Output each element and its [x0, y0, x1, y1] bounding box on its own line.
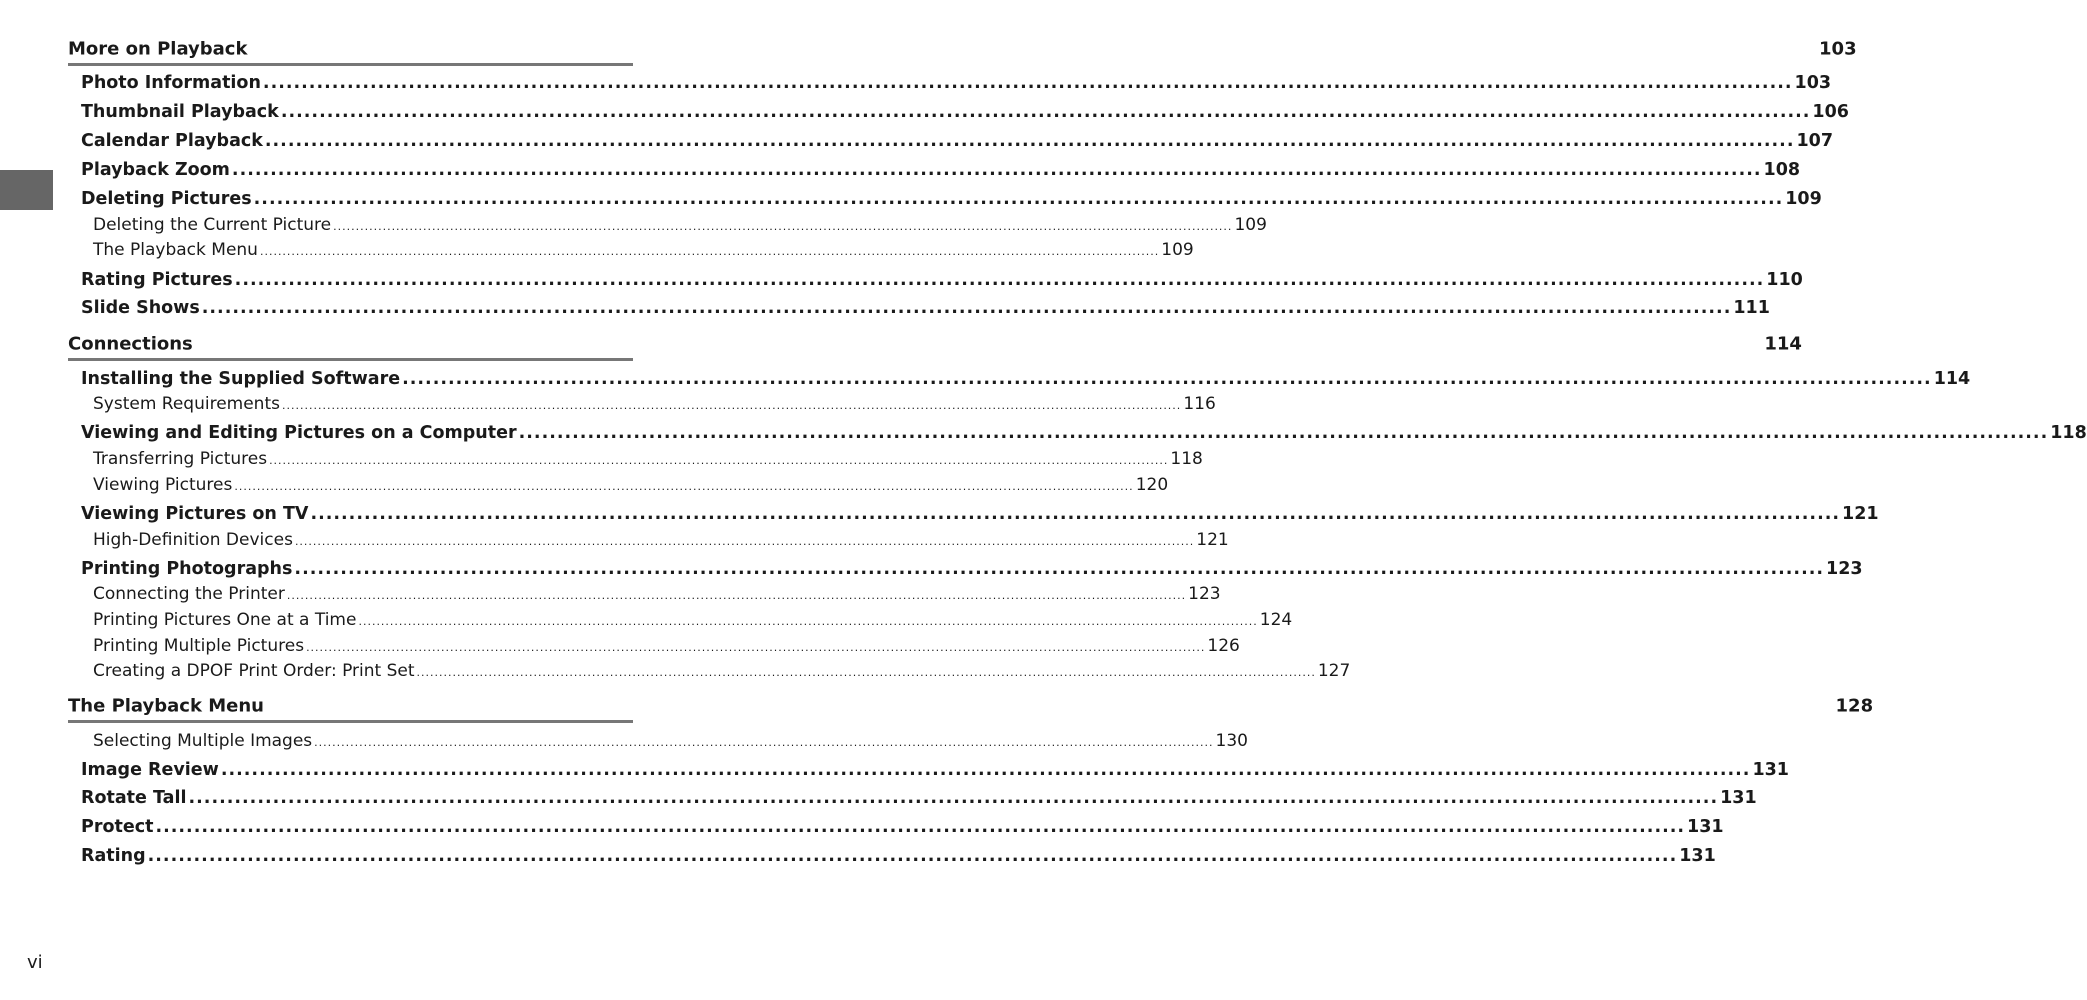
- entry-title: System Requirements: [93, 394, 280, 414]
- toc-entry[interactable]: [81, 559, 1863, 579]
- entry-title: Rating Pictures: [81, 270, 233, 290]
- dot-leader: ........................................................................................................................................................................................................: [262, 73, 1793, 93]
- entry-title: Creating a DPOF Print Order: Print Set: [93, 661, 415, 681]
- entry-title: Image Review: [81, 760, 219, 780]
- entry-title: Printing Photographs: [81, 559, 293, 579]
- entry-page: 123: [1188, 584, 1221, 604]
- section-rule: [68, 63, 633, 66]
- entry-title: Playback Zoom: [81, 160, 230, 180]
- toc-entry[interactable]: [81, 369, 1971, 389]
- toc-subentry[interactable]: [93, 584, 1221, 604]
- toc-subentry[interactable]: [93, 240, 1194, 260]
- toc-entry[interactable]: [81, 73, 1832, 93]
- toc-entry[interactable]: [81, 846, 1716, 866]
- dot-leader: ........................................................................................................................................................................................................: [231, 160, 1762, 180]
- dot-leader: ........................................................................................................................................................................................................: [155, 817, 1686, 837]
- entry-page: 116: [1183, 394, 1216, 414]
- entry-page: 103: [1819, 38, 1857, 60]
- toc-subentry[interactable]: [93, 731, 1248, 751]
- chapter-tab-marker: [0, 170, 53, 210]
- entry-page: 103: [1794, 73, 1832, 93]
- dot-leader: ........................................................................................................................................................................................................: [306, 641, 1206, 654]
- toc-subentry[interactable]: [93, 449, 1203, 469]
- dot-leader: ........................................................................................................................................................................................................: [147, 846, 1678, 866]
- entry-title: Printing Pictures One at a Time: [93, 610, 357, 630]
- dot-leader: ........................................................................................................................................................................................................: [281, 399, 1182, 412]
- entry-page: 114: [1933, 369, 1971, 389]
- entry-title: Connecting the Printer: [93, 584, 285, 604]
- entry-page: 114: [1764, 333, 1802, 355]
- toc-subentry[interactable]: [93, 394, 1216, 414]
- section-rule: [68, 720, 633, 723]
- entry-title: Viewing Pictures: [93, 475, 233, 495]
- toc-subentry[interactable]: [93, 636, 1240, 656]
- entry-page: 109: [1161, 240, 1194, 260]
- section-heading[interactable]: [68, 333, 1802, 355]
- page-number: vi: [27, 952, 43, 973]
- entry-page: 120: [1135, 475, 1169, 495]
- dot-leader: ........................................................................................................................................................................................................: [402, 369, 1932, 389]
- toc-subentry[interactable]: [93, 215, 1267, 235]
- dot-leader: ........................................................................................................................................................................................................: [234, 270, 1765, 290]
- entry-page: 108: [1763, 160, 1801, 180]
- dot-leader: ........................................................................................................................................................................................................: [518, 423, 2049, 443]
- entry-title: Rotate Tall: [81, 788, 187, 808]
- entry-page: 109: [1234, 215, 1267, 235]
- entry-page: 124: [1259, 610, 1293, 630]
- toc-subentry[interactable]: [93, 530, 1229, 550]
- section-rule: [68, 358, 633, 361]
- toc-entry[interactable]: [81, 817, 1724, 837]
- dot-leader: ........................................................................................................................................................................................................: [220, 760, 1751, 780]
- entry-title: Protect: [81, 817, 154, 837]
- dot-leader: ........................................................................................................................................................................................................: [259, 245, 1160, 258]
- toc-subentry[interactable]: [93, 661, 1351, 681]
- dot-leader: ........................................................................................................................................................................................................: [310, 504, 1841, 524]
- entry-page: 127: [1317, 661, 1351, 681]
- entry-title: Viewing Pictures on TV: [81, 504, 309, 524]
- dot-leader: ........................................................................................................................................................................................................: [264, 131, 1795, 151]
- entry-page: 123: [1826, 559, 1863, 579]
- toc-entry[interactable]: [81, 131, 1834, 151]
- entry-title: Rating: [81, 846, 146, 866]
- entry-page: 121: [1842, 504, 1879, 524]
- dot-leader: ........................................................................................................................................................................................................: [280, 102, 1811, 122]
- entry-title: Deleting Pictures: [81, 189, 252, 209]
- entry-page: 126: [1207, 636, 1240, 656]
- entry-page: 121: [1196, 530, 1229, 550]
- toc-entry[interactable]: [81, 298, 1770, 318]
- entry-page: 111: [1733, 298, 1770, 318]
- entry-page: 118: [1170, 449, 1203, 469]
- entry-page: 131: [1752, 760, 1789, 780]
- entry-title: The Playback Menu: [93, 240, 258, 260]
- entry-page: 110: [1766, 270, 1803, 290]
- entry-title: Selecting Multiple Images: [93, 731, 313, 751]
- entry-page: 130: [1215, 731, 1248, 751]
- toc-entry[interactable]: [81, 788, 1757, 808]
- dot-leader: ........................................................................................................................................................................................................: [201, 298, 1732, 318]
- toc-entry[interactable]: [81, 760, 1789, 780]
- dot-leader: ........................................................................................................................................................................................................: [314, 736, 1214, 749]
- entry-page: 109: [1785, 189, 1822, 209]
- entry-title: The Playback Menu: [68, 695, 264, 717]
- dot-leader: ........................................................................................................................................................................................................: [358, 615, 1258, 628]
- dot-leader: ........................................................................................................................................................................................................: [294, 559, 1825, 579]
- dot-leader: ........................................................................................................................................................................................................: [253, 189, 1784, 209]
- dot-leader: ........................................................................................................................................................................................................: [269, 454, 1169, 467]
- toc-entry[interactable]: [81, 189, 1822, 209]
- toc-entry[interactable]: [81, 160, 1801, 180]
- entry-title: High-Definition Devices: [93, 530, 293, 550]
- toc-subentry[interactable]: [93, 475, 1169, 495]
- dot-leader: ........................................................................................................................................................................................................: [294, 535, 1195, 548]
- toc-entry[interactable]: [81, 423, 2087, 443]
- toc-entry[interactable]: [81, 270, 1803, 290]
- dot-leader: ........................................................................................................................................................................................................: [188, 788, 1719, 808]
- toc-subentry[interactable]: [93, 610, 1293, 630]
- entry-page: 107: [1796, 131, 1834, 151]
- toc-entry[interactable]: [81, 504, 1879, 524]
- entry-title: Printing Multiple Pictures: [93, 636, 305, 656]
- entry-title: Photo Information: [81, 73, 261, 93]
- section-heading[interactable]: [68, 38, 1857, 60]
- dot-leader: ........................................................................................................................................................................................................: [416, 666, 1316, 679]
- entry-page: 128: [1835, 695, 1874, 717]
- dot-leader: ........................................................................................................................................................................................................: [333, 220, 1233, 233]
- entry-title: Calendar Playback: [81, 131, 263, 151]
- entry-title: Slide Shows: [81, 298, 200, 318]
- entry-page: 106: [1812, 102, 1849, 122]
- entry-title: Thumbnail Playback: [81, 102, 279, 122]
- entry-title: Installing the Supplied Software: [81, 369, 401, 389]
- entry-page: 118: [2050, 423, 2087, 443]
- entry-page: 131: [1679, 846, 1716, 866]
- entry-page: 131: [1720, 788, 1757, 808]
- entry-page: 131: [1687, 817, 1724, 837]
- section-heading[interactable]: [68, 695, 1874, 717]
- entry-title: More on Playback: [68, 38, 248, 60]
- entry-title: Transferring Pictures: [93, 449, 268, 469]
- dot-leader: ........................................................................................................................................................................................................: [234, 480, 1134, 493]
- entry-title: Connections: [68, 333, 193, 355]
- entry-title: Viewing and Editing Pictures on a Computer: [81, 423, 517, 443]
- toc-entry[interactable]: [81, 102, 1849, 122]
- entry-title: Deleting the Current Picture: [93, 215, 332, 235]
- dot-leader: ........................................................................................................................................................................................................: [286, 589, 1187, 602]
